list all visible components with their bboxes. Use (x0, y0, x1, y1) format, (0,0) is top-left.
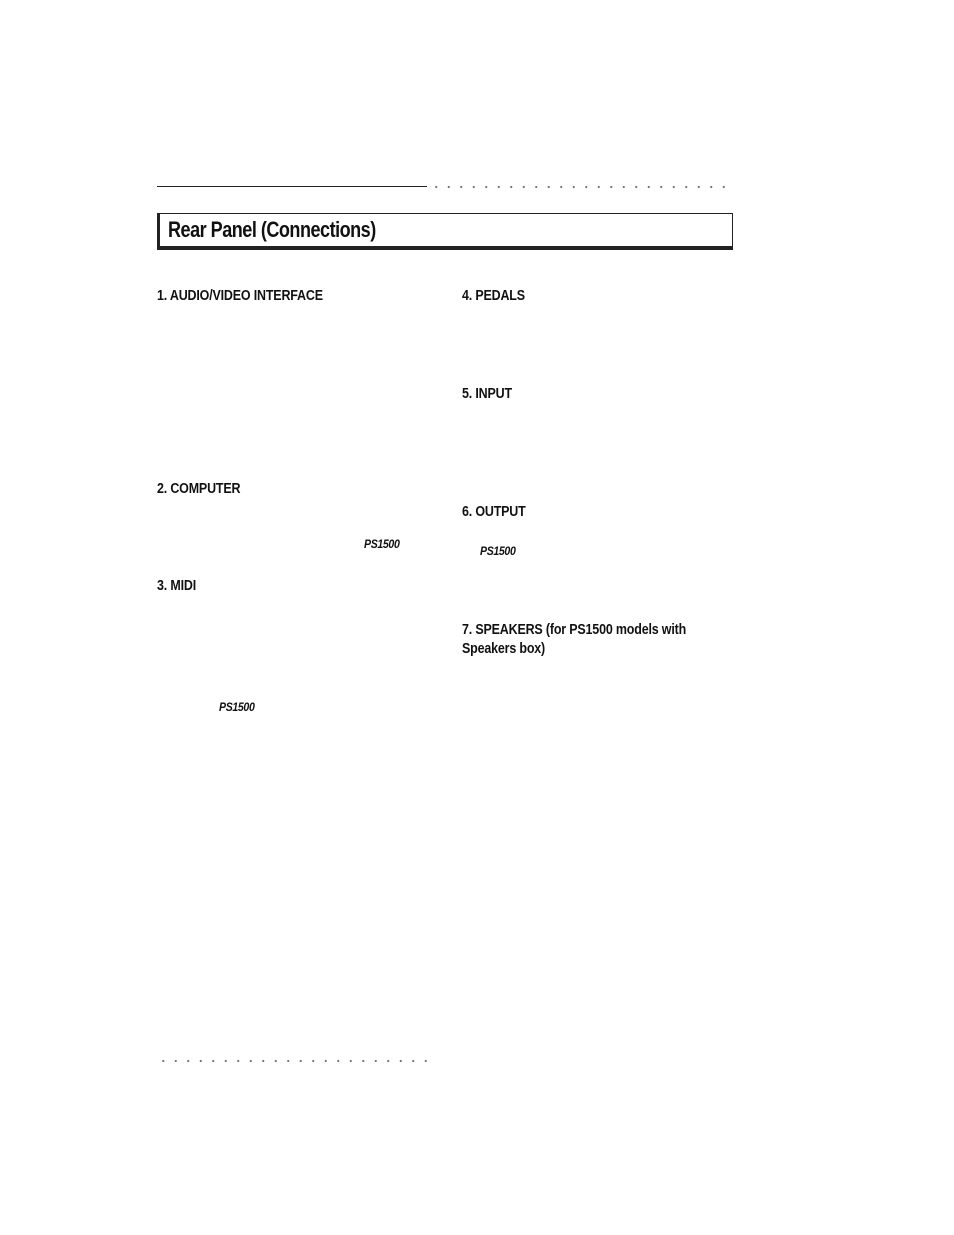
heading-midi: 3. MIDI (157, 578, 196, 594)
page-title: Rear Panel (Connections) (168, 217, 376, 242)
bottom-dotted-rule (157, 1059, 427, 1063)
model-tag-computer: PS1500 (364, 537, 400, 551)
top-dotted-rule (430, 185, 730, 189)
section-title-box (157, 213, 733, 247)
heading-pedals: 4. PEDALS (462, 288, 525, 304)
heading-input: 5. INPUT (462, 386, 512, 402)
model-tag-output: PS1500 (480, 544, 516, 558)
heading-audio-video-interface: 1. AUDIO/VIDEO INTERFACE (157, 288, 323, 304)
heading-computer: 2. COMPUTER (157, 481, 241, 497)
top-rule (157, 186, 427, 187)
heading-speakers: 7. SPEAKERS (for PS1500 models with Speakers box) (462, 622, 687, 657)
model-tag-midi: PS1500 (219, 700, 255, 714)
heading-output: 6. OUTPUT (462, 504, 526, 520)
